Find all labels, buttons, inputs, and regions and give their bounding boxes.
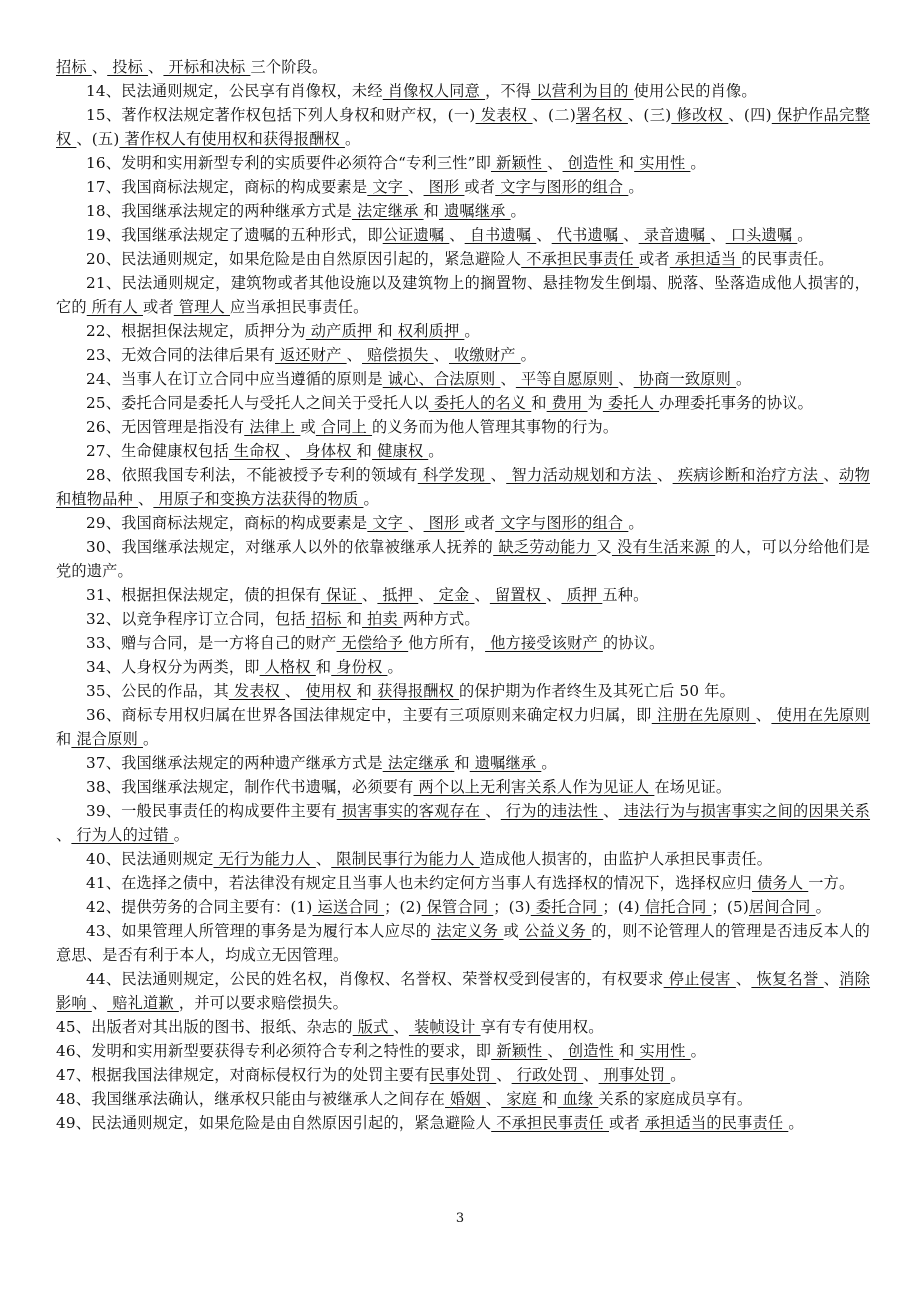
question-text: 。	[736, 370, 752, 388]
question-text: 24、当事人在订立合同中应当遵循的原则是	[86, 370, 383, 388]
question-text: 、	[137, 490, 154, 508]
question-text: 。	[363, 490, 379, 508]
answer-blank: 停止侵害	[663, 970, 736, 988]
question-text: 、	[500, 370, 516, 388]
answer-blank: 信托合同	[639, 898, 712, 916]
question-text: 、	[546, 586, 562, 604]
question-item	[56, 1087, 870, 1111]
answer-blank: 定金	[433, 586, 475, 604]
answer-blank: 承担适当	[669, 250, 742, 268]
answer-blank: 公证遗嘱	[382, 226, 450, 244]
answer-blank: 两个以上无利害关系人作为见证人	[413, 778, 655, 796]
question-text: 27、生命健康权包括	[86, 442, 229, 460]
question-text: 。	[628, 178, 644, 196]
answer-blank: 文字与图形的组合	[495, 178, 629, 196]
question-item	[56, 1039, 870, 1063]
answer-blank: 自书遗嘱	[464, 226, 537, 244]
question-text: 和	[619, 1042, 635, 1060]
question-text: 37、我国继承法规定的两种遗产继承方式是	[86, 754, 383, 772]
question-item	[56, 367, 870, 391]
page-number: 3	[455, 1211, 465, 1226]
answer-blank: 版式	[352, 1018, 394, 1036]
question-text: 17、我国商标法规定，商标的构成要素是	[86, 178, 368, 196]
question-text: 、	[547, 1042, 563, 1060]
question-item	[56, 1015, 870, 1039]
question-text: 、	[485, 802, 501, 820]
question-item	[56, 967, 870, 1015]
question-text: 在场见证。	[654, 778, 732, 796]
question-item	[56, 439, 870, 463]
question-item	[56, 847, 870, 871]
answer-blank: 文字	[367, 514, 409, 532]
question-text: ，并可以要求赔偿损失。	[178, 994, 349, 1012]
question-text: 。	[670, 1066, 686, 1084]
question-text: 、	[583, 1066, 599, 1084]
answer-blank: 创造性	[562, 154, 619, 172]
question-text: 他方所有，	[408, 634, 486, 652]
answer-blank: 疾病诊断和治疗方法	[672, 466, 824, 484]
answer-blank: 公益义务	[518, 922, 592, 940]
question-item	[56, 919, 870, 967]
question-text: 、	[346, 346, 362, 364]
question-item	[56, 679, 870, 703]
answer-blank: 保管合同	[421, 898, 494, 916]
question-text: 三个阶段。	[250, 58, 328, 76]
question-text: 的人，可以分给他们是党的遗产。	[56, 538, 870, 580]
question-text: 、(二)	[532, 106, 576, 124]
answer-blank: 实用性	[634, 1042, 691, 1060]
answer-blank: 管理人	[173, 298, 230, 316]
answer-blank: 以营利为目的	[531, 82, 634, 100]
question-text: 。	[464, 322, 480, 340]
question-text: 、	[56, 826, 72, 844]
answer-blank: 动物和植物品种	[56, 466, 870, 508]
answer-blank: 身体权	[300, 442, 357, 460]
question-text: 47、根据我国法律规定，对商标侵权行为的处罚主要有	[56, 1066, 430, 1084]
question-text: ；(2)	[384, 898, 422, 916]
answer-blank: 法定继承	[351, 202, 424, 220]
question-item	[56, 79, 870, 103]
answer-blank: 留置权	[489, 586, 547, 604]
answer-blank: 权利质押	[392, 322, 465, 340]
answer-blank: 合同上	[315, 418, 373, 436]
question-text: 、	[490, 466, 507, 484]
question-item	[56, 607, 870, 631]
question-text: 。	[143, 730, 159, 748]
question-text: 43、如果管理人所管理的事务是为履行本人应尽的	[86, 922, 432, 940]
answer-blank: 修改权	[671, 106, 729, 124]
question-item	[56, 1111, 870, 1135]
answer-blank: 新颖性	[491, 1042, 548, 1060]
answer-blank: 委托合同	[530, 898, 603, 916]
question-item	[56, 247, 870, 271]
question-text: 又	[596, 538, 612, 556]
answer-blank: 文字与图形的组合	[495, 514, 629, 532]
question-text: 。	[428, 442, 444, 460]
question-item	[56, 55, 870, 79]
answer-blank: 法定继承	[382, 754, 455, 772]
answer-blank: 获得报酬权	[372, 682, 460, 700]
question-text: 、	[433, 346, 449, 364]
answer-blank: 录音遗嘱	[638, 226, 711, 244]
question-text: 、	[449, 226, 465, 244]
question-text: 、(四)	[728, 106, 772, 124]
answer-blank: 科学发现	[417, 466, 491, 484]
question-text: 44、民法通则规定，公民的姓名权，肖像权、名誉权、荣誉权受到侵害的，有权要求	[86, 970, 664, 988]
answer-blank: 行政处罚	[511, 1066, 584, 1084]
question-text: ；(3)	[493, 898, 531, 916]
answer-blank: 肖像权人同意	[382, 82, 486, 100]
question-text: 、	[408, 514, 424, 532]
question-text: 、	[657, 466, 673, 484]
question-text: 和	[454, 754, 470, 772]
question-text: ；(5)	[711, 898, 749, 916]
answer-blank: 健康权	[372, 442, 429, 460]
question-text: 和	[356, 442, 373, 460]
question-item	[56, 151, 870, 175]
question-text: 。	[788, 1114, 804, 1132]
answer-blank: 不承担民事责任	[491, 1114, 609, 1132]
answer-blank: 生命权	[228, 442, 286, 460]
answer-blank: 动产质押	[305, 322, 378, 340]
question-text: 两种方式。	[402, 610, 480, 628]
question-text: 五种。	[602, 586, 649, 604]
answer-blank: 所有人	[86, 298, 143, 316]
question-text: 。	[344, 130, 361, 148]
answer-blank: 缺乏劳动能力	[493, 538, 597, 556]
question-item	[56, 583, 870, 607]
answer-blank: 拍卖	[362, 610, 403, 628]
answer-blank: 家庭	[501, 1090, 543, 1108]
question-text: 、	[710, 226, 726, 244]
question-text: 。	[173, 826, 190, 844]
question-text: 或	[300, 418, 316, 436]
answer-blank: 婚姻	[445, 1090, 486, 1108]
question-text: 或者	[464, 178, 496, 196]
question-text: 。	[797, 226, 813, 244]
answer-blank: 保证	[321, 586, 362, 604]
answer-blank: 身份权	[331, 658, 388, 676]
answer-blank: 混合原则	[71, 730, 143, 748]
answer-blank: 发表权	[475, 106, 533, 124]
question-text: 、	[474, 586, 490, 604]
question-text: 造成他人损害的，由监护人承担民事责任。	[479, 850, 773, 868]
answer-blank: 人格权	[259, 658, 316, 676]
answer-blank: 刑事处罚	[598, 1066, 671, 1084]
question-text: 的义务而为他人管理其事物的行为。	[372, 418, 619, 436]
question-text: 、	[618, 370, 634, 388]
question-text: 。	[541, 754, 557, 772]
answer-blank: 运送合同	[312, 898, 385, 916]
question-item	[56, 103, 870, 151]
answer-blank: 行为人的过错	[71, 826, 174, 844]
answer-blank: 民事处罚	[429, 1066, 497, 1084]
answer-blank: 用原子和变换方法获得的物质	[153, 490, 364, 508]
question-text: 16、发明和实用新型专利的实质要件必须符合“专利三性”即	[86, 154, 491, 172]
question-text: 45、出版者对其出版的图书、报纸、杂志的	[56, 1018, 353, 1036]
question-text: 的协议。	[602, 634, 665, 652]
question-text: 应当承担民事责任。	[230, 298, 369, 316]
answer-blank: 发表权	[228, 682, 286, 700]
question-item	[56, 391, 870, 415]
question-text: 。	[690, 154, 706, 172]
question-item	[56, 319, 870, 343]
question-text: 关系的家庭成员享有。	[598, 1090, 753, 1108]
question-text: 和	[423, 202, 439, 220]
question-text: 。	[520, 346, 536, 364]
answer-blank: 他方接受该财产	[485, 634, 603, 652]
answer-blank: 违法行为与损害事实之间的因果关系	[618, 802, 871, 820]
answer-blank: 行为的违法性	[500, 802, 604, 820]
question-text: 的民事责任。	[741, 250, 834, 268]
question-text: 、	[408, 178, 424, 196]
question-item	[56, 415, 870, 439]
question-text: 或	[503, 922, 519, 940]
question-item	[56, 175, 870, 199]
question-text: 46、发明和实用新型要获得专利必须符合专利之特性的要求，即	[56, 1042, 492, 1060]
question-text: 。	[387, 658, 403, 676]
question-item	[56, 895, 870, 919]
question-item	[56, 775, 870, 799]
question-text: 。	[510, 202, 526, 220]
question-text: 和	[346, 610, 362, 628]
question-text: 29、我国商标法规定，商标的构成要素是	[86, 514, 368, 532]
answer-blank: 新颖性	[490, 154, 548, 172]
question-text: ；(4)	[602, 898, 640, 916]
question-text: 34、人身权分为两类，即	[86, 658, 260, 676]
answer-blank: 注册在先原则	[651, 706, 756, 724]
question-text: 和	[618, 154, 635, 172]
answer-blank: 创造性	[562, 1042, 620, 1060]
question-text: 、	[393, 1018, 409, 1036]
question-text: 36、商标专用权归属在世界各国法律规定中，主要有三项原则来确定权力归属，即	[86, 706, 652, 724]
question-text: 、	[485, 1090, 502, 1108]
answer-blank: 代书遗嘱	[551, 226, 624, 244]
question-text: 15、著作权法规定著作权包括下列人身权和财产权，(一)	[86, 106, 476, 124]
question-text: 、	[91, 58, 108, 76]
question-text: 30、我国继承法规定，对继承人以外的依靠被继承人抚养的	[86, 538, 494, 556]
answer-blank: 署名权	[575, 106, 628, 124]
answer-blank: 装帧设计	[408, 1018, 481, 1036]
question-text: 或者	[464, 514, 496, 532]
question-text: 25、委托合同是委托人与受托人之间关于受托人以	[86, 394, 429, 412]
question-text: 18、我国继承法规定的两种继承方式是	[86, 202, 352, 220]
answer-blank: 无偿给予	[336, 634, 409, 652]
answer-blank: 使用权	[300, 682, 357, 700]
answer-blank: 遗嘱继承	[438, 202, 511, 220]
answer-blank: 智力活动规划和方法	[506, 466, 658, 484]
answer-blank: 血缘	[557, 1090, 599, 1108]
question-item	[56, 535, 870, 583]
question-item	[56, 271, 870, 319]
answer-blank: 开标和决标	[163, 58, 251, 76]
answer-blank: 平等自愿原则	[515, 370, 619, 388]
answer-blank: 图形	[423, 178, 465, 196]
question-text: 33、赠与合同，是一方将自己的财产	[86, 634, 337, 652]
question-text: 和	[377, 322, 393, 340]
question-item	[56, 799, 870, 847]
question-item	[56, 871, 870, 895]
question-item	[56, 703, 870, 751]
answer-blank: 无行为能力人	[213, 850, 316, 868]
question-item	[56, 511, 870, 535]
answer-blank: 著作权人有使用权和获得报酬权	[119, 130, 345, 148]
question-text: 使用公民的肖像。	[633, 82, 757, 100]
question-text: 、	[148, 58, 164, 76]
answer-blank: 投标	[107, 58, 149, 76]
answer-blank: 法律上	[244, 418, 301, 436]
question-text: 38、我国继承法规定，制作代书遗嘱，必须要有	[86, 778, 414, 796]
question-text: 、	[91, 994, 108, 1012]
answer-blank: 不承担民事责任	[521, 250, 639, 268]
question-text: 或者	[143, 298, 174, 316]
answer-blank: 债务人	[752, 874, 809, 892]
question-text: 21、民法通则规定，建筑物或者其他设施以及建筑物上的搁置物、悬挂物发生倒塌、脱落、坠落造成他人损害的，它的	[56, 274, 870, 316]
question-text: 、	[623, 226, 639, 244]
answer-blank: 委托人	[602, 394, 660, 412]
question-text: 或者	[608, 1114, 640, 1132]
answer-blank: 收缴财产	[449, 346, 521, 364]
question-text: 一方。	[808, 874, 855, 892]
question-text: 为	[587, 394, 603, 412]
question-text: 28、依照我国专利法，不能被授予专利的领域有	[86, 466, 418, 484]
question-text: 35、公民的作品，其	[86, 682, 229, 700]
question-item	[56, 655, 870, 679]
answer-blank: 损害事实的客观存在	[336, 802, 486, 820]
answer-blank: 赔礼道歉	[107, 994, 179, 1012]
answer-blank: 遗嘱继承	[469, 754, 542, 772]
answer-blank: 法定义务	[431, 922, 504, 940]
answer-blank: 质押	[561, 586, 603, 604]
question-text: 、	[362, 586, 378, 604]
question-text: 、	[603, 802, 619, 820]
question-text: 48、我国继承法确认，继承权只能由与被继承人之间存在	[56, 1090, 446, 1108]
answer-blank: 抵押	[377, 586, 419, 604]
answer-blank: 返还财产	[275, 346, 347, 364]
answer-blank: 招标	[305, 610, 347, 628]
question-item	[56, 223, 870, 247]
answer-blank: 费用	[546, 394, 588, 412]
question-text: 。	[815, 898, 831, 916]
question-item	[56, 463, 870, 511]
question-text: 31、根据担保法规定，债的担保有	[86, 586, 322, 604]
question-text: 42、提供劳务的合同主要有：(1)	[86, 898, 313, 916]
answer-blank: 招标	[56, 58, 92, 76]
answer-blank: 使用在先原则	[771, 706, 871, 724]
answer-blank: 赔偿损失	[362, 346, 434, 364]
question-text: 49、民法通则规定，如果危险是由自然原因引起的，紧急避险人	[56, 1114, 492, 1132]
answer-blank: 保护作品完整权	[56, 106, 871, 148]
question-text: 、	[536, 226, 552, 244]
question-text: 26、无因管理是指没有	[86, 418, 245, 436]
question-text: ，不得	[485, 82, 532, 100]
answer-blank: 承担适当的民事责任	[639, 1114, 789, 1132]
question-text: 、	[496, 1066, 512, 1084]
question-text: 、(三)	[627, 106, 672, 124]
question-text: 41、在选择之债中，若法律没有规定且当事人也未约定何方当事人有选择权的情况下，选择权应归	[86, 874, 753, 892]
question-text: 和	[531, 394, 547, 412]
question-item	[56, 343, 870, 367]
question-text: 、	[547, 154, 563, 172]
question-text: 和	[356, 682, 373, 700]
question-text: 、	[755, 706, 772, 724]
question-text: 20、民法通则规定，如果危险是由自然原因引起的，紧急避险人	[86, 250, 522, 268]
question-item	[56, 199, 870, 223]
question-text: 40、民法通则规定	[86, 850, 214, 868]
answer-blank: 协商一致原则	[633, 370, 737, 388]
question-text: 、	[285, 442, 301, 460]
question-text: 享有专有使用权。	[480, 1018, 604, 1036]
answer-blank: 恢复名誉	[751, 970, 824, 988]
question-text: 和	[542, 1090, 558, 1108]
answer-blank: 居间合同	[749, 898, 816, 916]
question-text: 、	[735, 970, 752, 988]
question-text: 23、无效合同的法律后果有	[86, 346, 275, 364]
question-item	[56, 1063, 870, 1087]
question-text: 。	[690, 1042, 707, 1060]
answer-blank: 消除影响	[56, 970, 871, 1012]
answer-blank: 没有生活来源	[611, 538, 716, 556]
question-text: 19、我国继承法规定了遗嘱的五种形式，即	[86, 226, 383, 244]
answer-blank: 诚心、合法原则	[382, 370, 501, 388]
question-item	[56, 751, 870, 775]
question-text: 办理委托事务的协议。	[659, 394, 813, 412]
question-text: 或者	[638, 250, 670, 268]
question-text: 22、根据担保法规定，质押分为	[86, 322, 306, 340]
question-item	[56, 631, 870, 655]
question-list	[56, 55, 870, 1135]
answer-blank: 文字	[367, 178, 409, 196]
question-text: 。	[628, 514, 644, 532]
question-text: 、(五)	[76, 130, 120, 148]
question-text: 的，则不论管理人的管理是否违反本人的意思、是否有利于本人，均成立无因管理。	[56, 922, 870, 964]
question-text: 39、一般民事责任的构成要件主要有	[86, 802, 337, 820]
question-text: 和	[56, 730, 72, 748]
question-text: 、	[823, 466, 839, 484]
question-text: 和	[315, 658, 332, 676]
answer-blank: 图形	[423, 514, 465, 532]
question-text: 、	[285, 682, 301, 700]
question-text: 的保护期为作者终生及其死亡后 50 年。	[459, 682, 736, 700]
answer-blank: 实用性	[634, 154, 691, 172]
question-text: 14、民法通则规定，公民享有肖像权，未经	[86, 82, 383, 100]
question-text: 、	[315, 850, 332, 868]
answer-blank: 口头遗嘱	[725, 226, 798, 244]
question-text: 、	[823, 970, 840, 988]
answer-blank: 限制民事行为能力人	[331, 850, 480, 868]
question-text: 、	[418, 586, 434, 604]
question-text: 32、以竞争程序订立合同，包括	[86, 610, 306, 628]
answer-blank: 委托人的名义	[428, 394, 532, 412]
